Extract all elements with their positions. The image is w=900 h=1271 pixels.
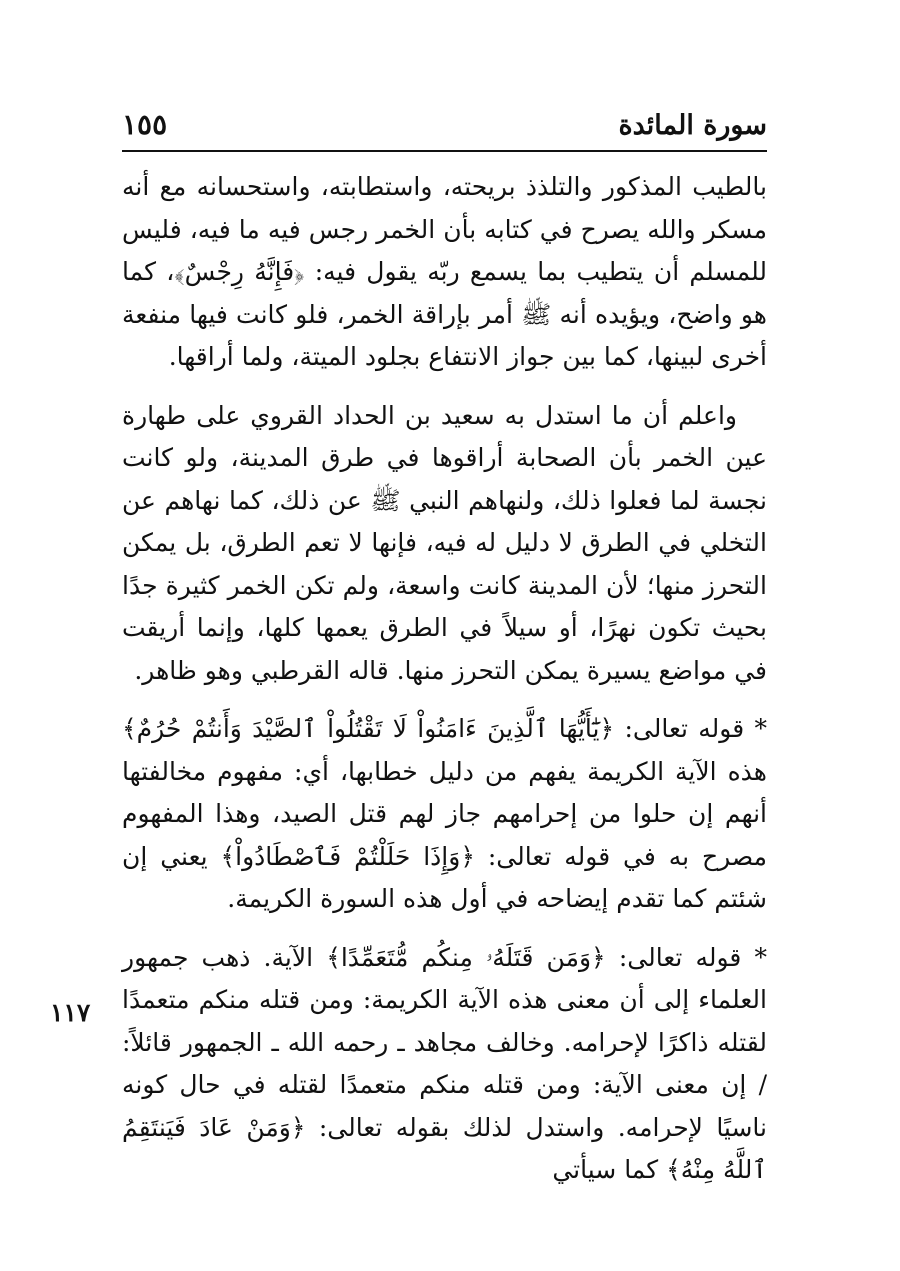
body-text (122, 166, 767, 1192)
page-number: ١٥٥ (122, 108, 168, 141)
paragraph: * قوله تعالى: ﴿يَٰٓأَيُّهَا ٱلَّذِينَ ءَامَنُواْ لَا تَقْتُلُواْ ٱلصَّيْدَ وَأَنتُمْ حُرُمٌ﴾ هذه الآية الكريمة يفهم من دليل خطابها، أي: مفهوم مخالفتها أنهم إن حلوا من إحرامهم جاز لهم قتل الصيد، وهذا المفهوم مصرح به في قوله تعالى: ﴿وَإِذَا حَلَلْتُمْ فَٱصْطَادُواْ﴾ يعني إن شئتم كما تقدم إيضاحه في أول هذه السورة الكريمة. (122, 714, 767, 913)
header-divider (122, 150, 767, 152)
paragraph: بالطيب المذكور والتلذذ بريحته، واستطابته، واستحسانه مع أنه مسكر والله يصرح في كتابه بأن الخمر رجس فيه ما فيه، فليس للمسلم أن يتطيب بما يسمع ربّه يقول فيه: ﴿فَإِنَّهُ رِجْسٌ﴾، كما هو واضح، ويؤيده أنه ﷺ أمر بإراقة الخمر، فلو كانت فيها منفعة أخرى لبينها، كما بين جواز الانتفاع بجلود الميتة، ولما أراقها. (122, 172, 767, 371)
margin-page-reference: ١١٧ (50, 998, 91, 1027)
page-header (122, 108, 767, 152)
surah-title: سورة المائدة (618, 110, 767, 141)
paragraph: * قوله تعالى: ﴿وَمَن قَتَلَهُۥ مِنكُم مُّتَعَمِّدًا﴾ الآية. ذهب جمهور العلماء إلى أن معنى هذه الآية الكريمة: ومن قتله منكم متعمدًا لقتله ذاكرًا لإحرامه. وخالف مجاهد ـ رحمه الله ـ الجمهور قائلاً: / إن معنى الآية: ومن قتله منكم متعمدًا لقتله في حال كونه ناسيًا لإحرامه. واستدل لذلك بقوله تعالى: ﴿وَمَنْ عَادَ فَيَنتَقِمُ ٱللَّهُ مِنْهُ﴾ كما سيأتي (122, 942, 767, 1184)
paragraph: واعلم أن ما استدل به سعيد بن الحداد القروي على طهارة عين الخمر بأن الصحابة أراقوها في طرق المدينة، ولو كانت نجسة لما فعلوا ذلك، ولنهاهم النبي ﷺ عن ذلك، كما نهاهم عن التخلي في الطرق لا دليل له فيه، فإنها لا تعم الطرق، بل يمكن التحرز منها؛ لأن المدينة كانت واسعة، ولم تكن الخمر كثيرة جدًا بحيث تكون نهرًا، أو سيلاً في الطرق يعمها كلها، وإنما أريقت في مواضع يسيرة يمكن التحرز منها. قاله القرطبي وهو ظاهر. (122, 400, 767, 685)
